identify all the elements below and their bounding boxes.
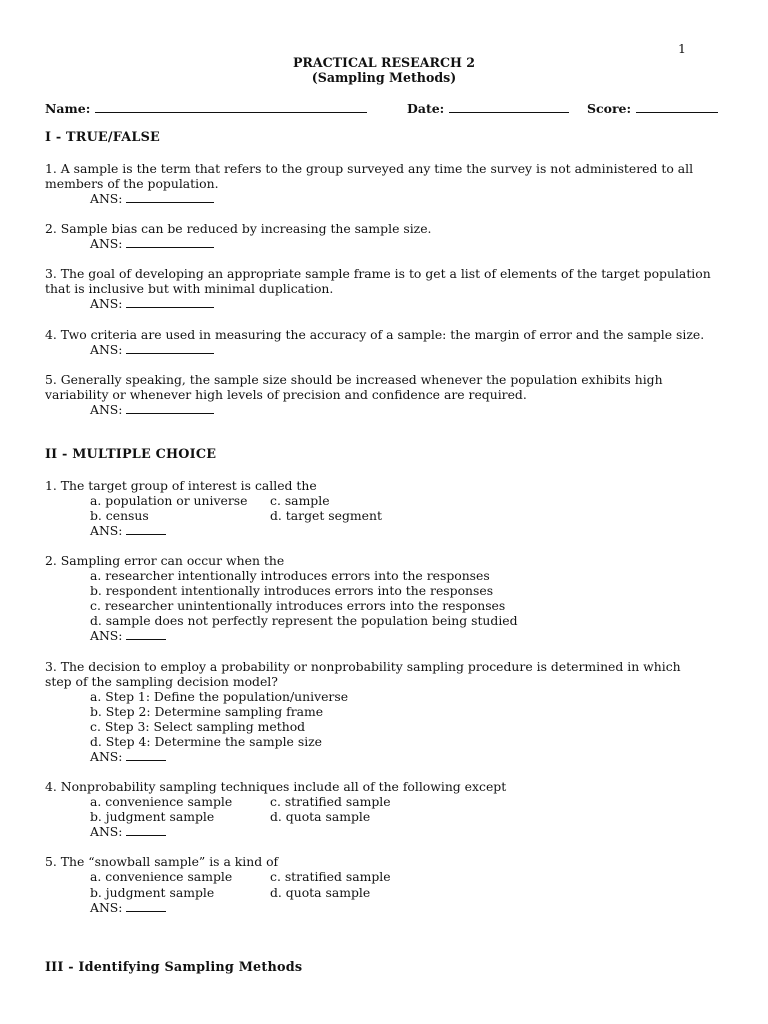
tf-answer-1 xyxy=(90,191,214,206)
answer-label: ANS: xyxy=(90,523,123,538)
mc-1-option-c: c. sample xyxy=(270,493,330,508)
mc-question-3-line-1: 3. The decision to employ a probability or nonprobability sampling procedure is determined in which xyxy=(45,659,681,674)
mc-3-option-c: c. Step 3: Select sampling method xyxy=(90,719,306,734)
tf-question-1-line-2: members of the population. xyxy=(45,176,219,191)
mc-2-option-c: c. researcher unintentionally introduces errors into the responses xyxy=(90,598,506,613)
mc-answer-4 xyxy=(90,824,166,839)
answer-blank[interactable] xyxy=(126,297,214,308)
answer-blank[interactable] xyxy=(126,343,214,354)
tf-question-4: 4. Two criteria are used in measuring the accuracy of a sample: the margin of error and the sample size. xyxy=(45,327,705,342)
mc-question-2: 2. Sampling error can occur when the xyxy=(45,553,285,568)
answer-label: ANS: xyxy=(90,236,123,251)
score-field xyxy=(587,101,718,116)
answer-blank[interactable] xyxy=(126,901,166,912)
answer-blank[interactable] xyxy=(126,750,166,761)
tf-question-5-line-1: 5. Generally speaking, the sample size should be increased whenever the population exhibits high xyxy=(45,372,663,387)
date-blank[interactable] xyxy=(449,101,569,113)
date-field xyxy=(407,101,569,116)
tf-question-3-line-2: that is inclusive but with minimal duplication. xyxy=(45,281,334,296)
mc-5-option-a: a. convenience sample xyxy=(90,869,233,884)
mc-question-4: 4. Nonprobability sampling techniques include all of the following except xyxy=(45,779,507,794)
score-blank[interactable] xyxy=(636,101,718,113)
mc-3-option-b: b. Step 2: Determine sampling frame xyxy=(90,704,324,719)
answer-blank[interactable] xyxy=(126,237,214,248)
mc-4-option-c: c. stratified sample xyxy=(270,794,391,809)
mc-question-5: 5. The “snowball sample” is a kind of xyxy=(45,854,279,869)
mc-1-option-a: a. population or universe xyxy=(90,493,248,508)
section-heading-multiple-choice: II - MULTIPLE CHOICE xyxy=(45,447,217,462)
mc-1-option-b: b. census xyxy=(90,508,149,523)
tf-answer-3 xyxy=(90,296,214,311)
score-label: Score: xyxy=(587,101,632,116)
mc-answer-2 xyxy=(90,628,166,643)
tf-question-1-line-1: 1. A sample is the term that refers to the group surveyed any time the survey is not administered to all xyxy=(45,161,694,176)
tf-answer-4 xyxy=(90,342,214,357)
mc-answer-5 xyxy=(90,900,166,915)
tf-question-2: 2. Sample bias can be reduced by increasing the sample size. xyxy=(45,221,432,236)
answer-label: ANS: xyxy=(90,402,123,417)
page-number: 1 xyxy=(678,41,686,56)
answer-blank[interactable] xyxy=(126,825,166,836)
answer-label: ANS: xyxy=(90,900,123,915)
answer-label: ANS: xyxy=(90,296,123,311)
mc-question-1: 1. The target group of interest is called the xyxy=(45,478,317,493)
mc-4-option-a: a. convenience sample xyxy=(90,794,233,809)
answer-blank[interactable] xyxy=(126,192,214,203)
mc-5-option-b: b. judgment sample xyxy=(90,885,215,900)
mc-3-option-a: a. Step 1: Define the population/universe xyxy=(90,689,349,704)
date-label: Date: xyxy=(407,101,445,116)
mc-answer-1 xyxy=(90,523,166,538)
mc-2-option-b: b. respondent intentionally introduces errors into the responses xyxy=(90,583,494,598)
tf-answer-2 xyxy=(90,236,214,251)
mc-4-option-b: b. judgment sample xyxy=(90,809,215,824)
answer-label: ANS: xyxy=(90,749,123,764)
mc-question-3-line-2: step of the sampling decision model? xyxy=(45,674,278,689)
name-blank[interactable] xyxy=(95,101,367,113)
answer-label: ANS: xyxy=(90,824,123,839)
mc-answer-3 xyxy=(90,749,166,764)
tf-answer-5 xyxy=(90,402,214,417)
tf-question-5-line-2: variability or whenever high levels of precision and confidence are required. xyxy=(45,387,527,402)
answer-blank[interactable] xyxy=(126,524,166,535)
answer-label: ANS: xyxy=(90,628,123,643)
mc-5-option-c: c. stratified sample xyxy=(270,869,391,884)
answer-blank[interactable] xyxy=(126,629,166,640)
answer-blank[interactable] xyxy=(126,403,214,414)
name-label: Name: xyxy=(45,101,91,116)
mc-2-option-a: a. researcher intentionally introduces errors into the responses xyxy=(90,568,490,583)
mc-4-option-d: d. quota sample xyxy=(270,809,371,824)
section-heading-identifying-sampling-methods: III - Identifying Sampling Methods xyxy=(45,960,303,975)
document-subtitle: (Sampling Methods) xyxy=(311,70,457,85)
answer-label: ANS: xyxy=(90,191,123,206)
document-title: PRACTICAL RESEARCH 2 xyxy=(292,55,476,70)
tf-question-3-line-1: 3. The goal of developing an appropriate sample frame is to get a list of elements of the target population xyxy=(45,266,711,281)
section-heading-true-false: I - TRUE/FALSE xyxy=(45,130,161,145)
mc-1-option-d: d. target segment xyxy=(270,508,382,523)
mc-2-option-d: d. sample does not perfectly represent the population being studied xyxy=(90,613,518,628)
name-field xyxy=(45,101,367,116)
answer-label: ANS: xyxy=(90,342,123,357)
mc-5-option-d: d. quota sample xyxy=(270,885,371,900)
mc-3-option-d: d. Step 4: Determine the sample size xyxy=(90,734,323,749)
